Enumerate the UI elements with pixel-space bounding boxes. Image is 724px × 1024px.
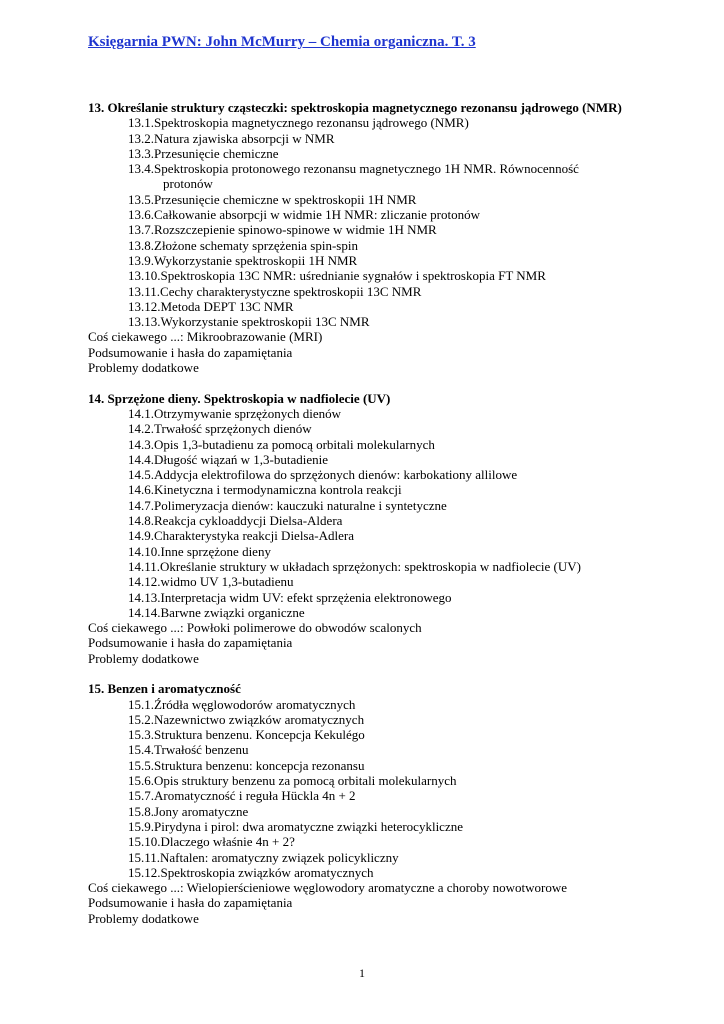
extra-item: Podsumowanie i hasła do zapamiętania xyxy=(88,895,293,911)
chapter-14 xyxy=(88,391,708,666)
section-item: 15.4.Trwałość benzenu xyxy=(128,742,249,758)
section-item: 13.8.Złożone schematy sprzężenia spin-spin xyxy=(128,237,358,253)
section-item: 15.10.Dlaczego właśnie 4n + 2? xyxy=(128,834,295,850)
chapter-title: 14. Sprzężone dieny. Spektroskopia w nadfiolecie (UV) xyxy=(88,390,391,406)
section-item: 14.3.Opis 1,3-butadienu za pomocą orbitali molekularnych xyxy=(128,436,435,452)
section-item: 15.9.Pirydyna i pirol: dwa aromatyczne związki heterocykliczne xyxy=(128,818,463,834)
section-item: 15.11.Naftalen: aromatyczny związek policykliczny xyxy=(128,849,399,865)
chapter-13 xyxy=(88,100,708,375)
section-item: 14.10.Inne sprzężone dieny xyxy=(128,543,271,559)
section-item: 13.11.Cechy charakterystyczne spektroskopii 13C NMR xyxy=(128,283,422,299)
section-item: 13.12.Metoda DEPT 13C NMR xyxy=(128,298,294,314)
chapter-15 xyxy=(88,681,708,926)
section-item: 15.3.Struktura benzenu. Koncepcja Kekulégo xyxy=(128,727,365,743)
section-item: 14.14.Barwne związki organiczne xyxy=(128,604,305,620)
section-item: 15.2.Nazewnictwo związków aromatycznych xyxy=(128,711,365,727)
extra-item: Problemy dodatkowe xyxy=(88,360,199,376)
section-item: 14.1.Otrzymywanie sprzężonych dienów xyxy=(128,405,341,421)
section-item: 13.9.Wykorzystanie spektroskopii 1H NMR xyxy=(128,252,358,268)
section-item-wrapped xyxy=(88,161,708,192)
extra-item: Problemy dodatkowe xyxy=(88,650,199,666)
section-item: 13.13.Wykorzystanie spektroskopii 13C NMR xyxy=(128,314,370,330)
section-item: 14.2.Trwałość sprzężonych dienów xyxy=(128,421,312,437)
section-item: 14.9.Charakterystyka reakcji Dielsa-Adlera xyxy=(128,528,354,544)
section-item: 14.6.Kinetyczna i termodynamiczna kontrola reakcji xyxy=(128,482,402,498)
section-item: 14.8.Reakcja cykloaddycji Dielsa-Aldera xyxy=(128,513,343,529)
section-item-text: 13.4.Spektroskopia protonowego rezonansu magnetycznego 1H NMR. Równocenność xyxy=(128,161,579,177)
extra-item: Problemy dodatkowe xyxy=(88,910,199,926)
page-title-link[interactable]: Księgarnia PWN: John McMurry – Chemia organiczna. T. 3 xyxy=(88,34,476,50)
chapter-title: 13. Określanie struktury cząsteczki: spektroskopia magnetycznego rezonansu jądrowego (NMR) xyxy=(88,100,622,115)
section-item: 14.7.Polimeryzacja dienów: kauczuki naturalne i syntetyczne xyxy=(128,497,447,513)
extra-item: Podsumowanie i hasła do zapamiętania xyxy=(88,635,293,651)
section-item: 13.3.Przesunięcie chemiczne xyxy=(128,145,279,161)
page-number: 1 xyxy=(359,966,365,980)
section-item: 15.7.Aromatyczność i reguła Hückla 4n + 2 xyxy=(128,788,356,804)
section-item: 13.2.Natura zjawiska absorpcji w NMR xyxy=(128,130,335,146)
extra-item: Podsumowanie i hasła do zapamiętania xyxy=(88,344,293,360)
section-item: 15.8.Jony aromatyczne xyxy=(128,803,249,819)
section-item: 15.5.Struktura benzenu: koncepcja rezonansu xyxy=(128,757,365,773)
section-item: 13.6.Całkowanie absorpcji w widmie 1H NMR: zliczanie protonów xyxy=(128,207,481,223)
section-item: 14.5.Addycja elektrofilowa do sprzężonych dienów: karbokationy allilowe xyxy=(128,467,518,483)
section-item: 13.10.Spektroskopia 13C NMR: uśrednianie sygnałów i spektroskopia FT NMR xyxy=(128,268,546,284)
table-of-contents xyxy=(88,100,708,926)
extra-item: Coś ciekawego ...: Wielopierścieniowe węglowodory aromatyczne a choroby nowotworowe xyxy=(88,880,568,896)
section-item: 14.13.Interpretacja widm UV: efekt sprzężenia elektronowego xyxy=(128,589,452,605)
chapter-title: 15. Benzen i aromatyczność xyxy=(88,681,241,697)
section-item: 13.7.Rozszczepienie spinowo-spinowe w widmie 1H NMR xyxy=(128,222,437,238)
section-item: 13.5.Przesunięcie chemiczne w spektroskopii 1H NMR xyxy=(128,191,417,207)
section-item: 15.6.Opis struktury benzenu za pomocą orbitali molekularnych xyxy=(128,773,457,789)
section-item: 13.1.Spektroskopia magnetycznego rezonansu jądrowego (NMR) xyxy=(128,115,469,131)
section-item: 14.12.widmo UV 1,3-butadienu xyxy=(128,574,294,590)
section-item: 15.1.Źródła węglowodorów aromatycznych xyxy=(128,696,356,712)
section-item-continuation: protonów xyxy=(163,176,213,192)
section-item: 14.11.Określanie struktury w układach sprzężonych: spektroskopia w nadfiolecie (UV) xyxy=(128,558,581,574)
section-item: 15.12.Spektroskopia związków aromatycznych xyxy=(128,864,374,880)
extra-item: Coś ciekawego ...: Powłoki polimerowe do obwodów scalonych xyxy=(88,620,422,636)
extra-item: Coś ciekawego ...: Mikroobrazowanie (MRI) xyxy=(88,329,323,345)
section-item: 14.4.Długość wiązań w 1,3-butadienie xyxy=(128,451,329,467)
